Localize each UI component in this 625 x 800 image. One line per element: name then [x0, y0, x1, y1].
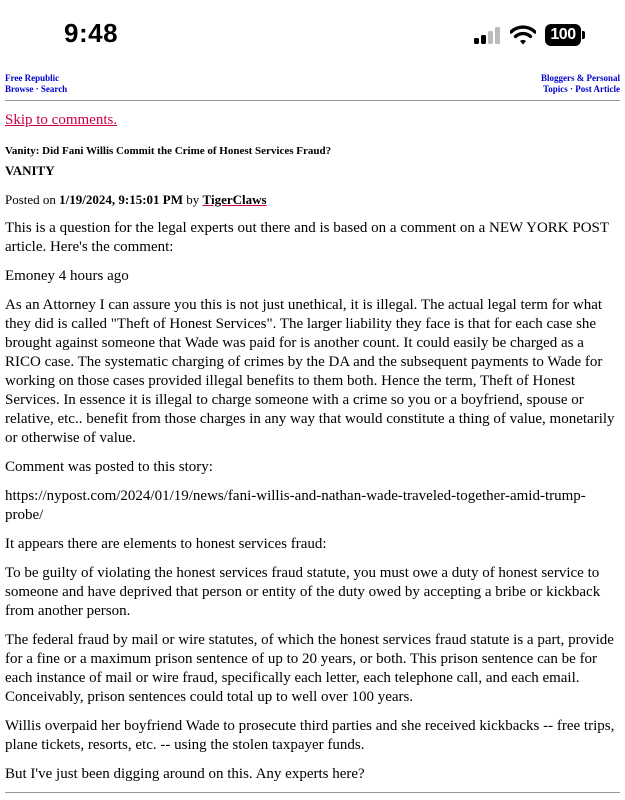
bloggers-personal-link[interactable]: Bloggers & Personal	[541, 73, 620, 83]
top-divider	[5, 100, 620, 101]
article	[5, 111, 617, 794]
search-link[interactable]: Search	[40, 84, 68, 94]
article-title: Vanity: Did Fani Willis Commit the Crime of Honest Services Fraud?	[5, 145, 332, 157]
article-paragraph: It appears there are elements to honest services fraud:	[5, 536, 327, 552]
author-link[interactable]: TigerClaws	[202, 192, 267, 207]
nav-separator: ·	[570, 84, 574, 94]
status-time: 9:48	[64, 18, 119, 48]
article-paragraph: As an Attorney I can assure you this is not just unethical, it is illegal. The actual legal term for what they did is called "Theft of Honest Services". The larger liability they face is that for each case she brought against someone that Wade was paid for is another count. It could easily be charged as a RICO case. The systematic charging of crimes by the DA and the subsequent payments to Wade for working on those cases provided illegal benefits to them both. Hence the term, Theft of Honest Services. In essence it is illegal to charge someone with a crime so you or a boyfriend, spouse or relative, etc.. benefit from those charges in any way that would constitute a thing of value, monetarily or otherwise of value.	[5, 297, 615, 446]
browse-link[interactable]: Browse	[5, 84, 34, 94]
by-label: by	[186, 192, 200, 207]
nav-separator: ·	[35, 84, 39, 94]
battery-nub	[582, 31, 585, 39]
article-paragraph: This is a question for the legal experts out there and is based on a comment on a NEW YORK POST article. Here's the comment:	[5, 220, 609, 255]
nav-right	[541, 73, 620, 95]
status-bar	[0, 0, 625, 66]
cellular-signal-icon	[474, 26, 504, 44]
article-paragraph: Willis overpaid her boyfriend Wade to prosecute third parties and she received kickbacks -- free trips, plane tickets, resorts, etc. -- using the stolen taxpayer funds.	[5, 718, 615, 753]
article-paragraph: The federal fraud by mail or wire statutes, of which the honest services fraud statute is a part, provide for a fine or a maximum prison sentence of up to 20 years, or both. This prison sentence can be for each instance of mail or wire fraud, specifically each letter, each telephone call, and each email. Conceivably, prison sentences could total up to well over 100 years.	[5, 632, 614, 705]
article-paragraph: Comment was posted to this story:	[5, 459, 213, 475]
article-url: https://nypost.com/2024/01/19/news/fani-willis-and-nathan-wade-traveled-together-amid-trump-probe/	[5, 488, 586, 523]
article-paragraph: To be guilty of violating the honest services fraud statute, you must owe a duty of honest service to someone and have deprived that person or entity of the duty owed by accepting a bribe or kickback from another person.	[5, 565, 601, 619]
battery-icon: 100	[545, 24, 581, 46]
nav-left	[5, 73, 67, 95]
post-article-link[interactable]: Post Article	[575, 84, 620, 94]
article-paragraph: Emoney 4 hours ago	[5, 268, 129, 284]
topics-link[interactable]: Topics	[543, 84, 568, 94]
article-paragraph: But I've just been digging around on this. Any experts here?	[5, 766, 365, 782]
article-subtitle: VANITY	[5, 163, 55, 178]
bottom-divider	[5, 792, 620, 793]
posted-on-label: Posted on	[5, 192, 56, 207]
skip-to-comments-link[interactable]: Skip to comments.	[5, 112, 118, 128]
post-meta	[5, 190, 617, 209]
posted-date: 1/19/2024, 9:15:01 PM	[59, 192, 184, 207]
site-link[interactable]: Free Republic	[5, 73, 60, 83]
wifi-icon	[510, 24, 536, 46]
